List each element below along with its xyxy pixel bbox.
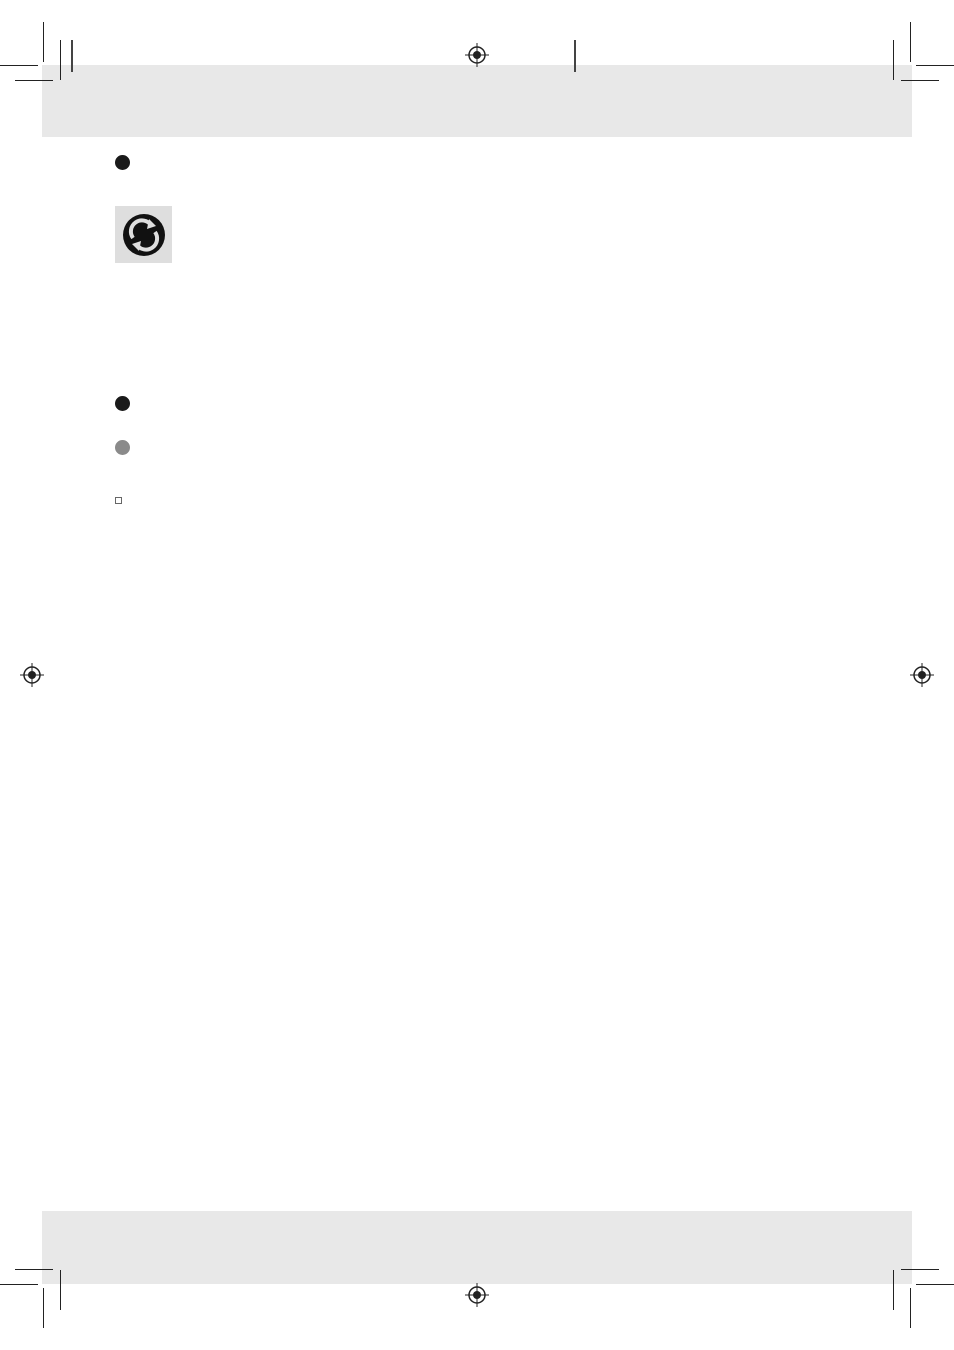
page-footer (115, 1221, 143, 1235)
registration-mark-icon (910, 663, 934, 687)
heading-bullet-icon (115, 440, 130, 455)
registration-mark-icon (465, 43, 489, 67)
heading-bullet-icon (115, 155, 130, 170)
crop-mark (43, 22, 44, 62)
crop-mark (910, 1288, 911, 1328)
heading-bullet-icon (115, 396, 130, 411)
green-dot-recycling-icon (115, 206, 172, 263)
section-heading-elimination (115, 155, 144, 170)
crop-mark (60, 1270, 61, 1310)
crop-mark (15, 1269, 53, 1270)
header-band (42, 65, 912, 137)
crop-mark (910, 22, 911, 62)
crop-mark (893, 1270, 894, 1310)
gray-color-bar (71, 40, 73, 72)
crop-mark (893, 40, 894, 80)
registration-mark-icon (465, 1283, 489, 1307)
crop-mark (0, 65, 38, 66)
crop-mark (916, 65, 954, 66)
section-heading-information (115, 396, 144, 411)
crop-mark (916, 1284, 954, 1285)
section-heading-potability (115, 440, 144, 455)
crop-mark (15, 80, 53, 81)
process-color-bar (574, 40, 576, 72)
crop-mark (0, 1284, 38, 1285)
footer-band (42, 1211, 912, 1284)
registration-mark-icon (20, 663, 44, 687)
crop-mark (901, 1269, 939, 1270)
checkbox-bullet-icon (115, 497, 122, 504)
crop-mark (60, 40, 61, 80)
crop-mark (43, 1288, 44, 1328)
crop-mark (901, 80, 939, 81)
